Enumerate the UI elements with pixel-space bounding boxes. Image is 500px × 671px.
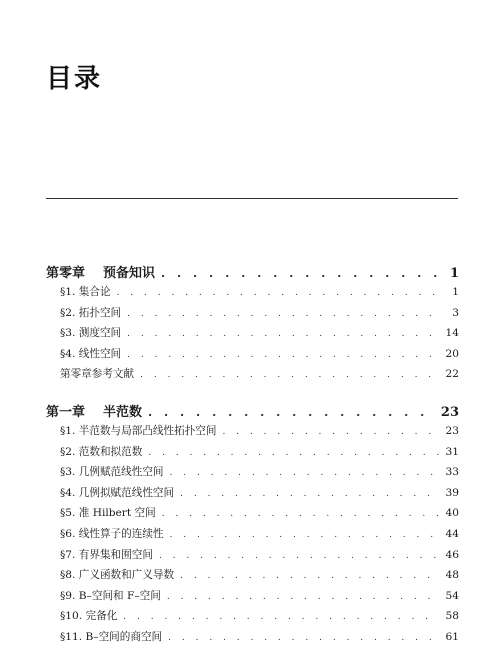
section-page: 58 [445,610,459,623]
section-page: 3 [452,306,459,319]
toc-section[interactable] [46,547,459,568]
dot-leader [127,309,439,319]
section-title: §4. 线性空间 [60,347,122,360]
page-title: 目录 [46,64,103,94]
section-page: 14 [445,327,459,340]
section-title: §2. 拓扑空间 [60,306,122,319]
section-page: 46 [445,548,459,561]
section-title: §6. 线性算子的连续性 [60,527,164,540]
toc-section[interactable] [46,505,459,526]
chapter-title: 预备知识 [103,266,156,281]
toc-section[interactable] [46,284,459,305]
section-title: §3. 测度空间 [60,327,122,340]
title-divider [46,198,458,199]
toc-chapter[interactable] [46,401,459,421]
chapter-number: 第零章 [46,266,86,281]
toc-chapter[interactable] [46,262,459,282]
toc-section[interactable] [46,526,459,547]
dot-leader [123,612,439,622]
section-page: 44 [445,527,459,540]
section-title: §1. 半范数与局部凸线性拓扑空间 [60,424,217,437]
section-page: 39 [445,486,459,499]
toc-section[interactable] [46,366,459,387]
dot-leader [162,509,439,519]
dot-leader [127,329,439,339]
toc-section[interactable] [46,485,459,506]
section-title: §8. 广义函数和广义导数 [60,569,175,582]
section-page: 40 [445,507,459,520]
section-page: 48 [445,569,459,582]
section-title: §10. 完备化 [60,610,118,623]
section-title: 第零章参考文献 [60,368,135,381]
chapter-number: 第一章 [46,404,86,420]
section-title: §1. 集合论 [60,286,111,298]
section-page: 1 [452,286,459,298]
dot-leader [148,406,435,419]
dot-leader [223,427,440,437]
dot-leader [127,350,439,360]
dot-leader [170,468,439,478]
section-title: §3. 几例赋范线性空间 [60,466,164,479]
section-title: §2. 范数和拟范数 [60,445,143,458]
toc-section[interactable] [46,608,459,629]
dot-leader [117,288,439,298]
dot-leader [159,551,439,561]
dot-leader [161,267,439,280]
toc-section[interactable] [46,305,459,326]
dot-leader [170,530,439,540]
section-page: 61 [445,630,459,643]
chapter-page: 1 [449,266,459,281]
section-page: 20 [445,347,459,360]
toc-section[interactable] [46,325,459,346]
section-title: §9. B–空间和 F–空间 [60,589,161,602]
section-page: 33 [445,466,459,479]
toc-section[interactable] [46,423,459,444]
section-page: 31 [445,445,459,458]
dot-leader [148,448,439,458]
section-page: 54 [445,589,459,602]
section-title: §4. 几例拟赋范线性空间 [60,486,175,499]
chapter-page: 23 [440,404,459,420]
section-title: §7. 有界集和囿空间 [60,548,153,561]
toc-section[interactable] [46,346,459,367]
dot-leader [168,633,439,643]
dot-leader [180,571,439,581]
toc-section[interactable] [46,444,459,465]
section-title: §5. 准 Hilbert 空间 [60,507,156,520]
toc-section[interactable] [46,629,459,650]
section-title: §11. B–空间的商空间 [60,630,163,643]
section-page: 23 [445,424,459,437]
dot-leader [180,489,439,499]
dot-leader [140,370,439,380]
toc-section[interactable] [46,464,459,485]
toc-section[interactable] [46,588,459,609]
section-page: 22 [445,368,459,381]
toc-section[interactable] [46,567,459,588]
table-of-contents [46,262,459,650]
chapter-title: 半范数 [103,404,143,420]
dot-leader [167,592,439,602]
